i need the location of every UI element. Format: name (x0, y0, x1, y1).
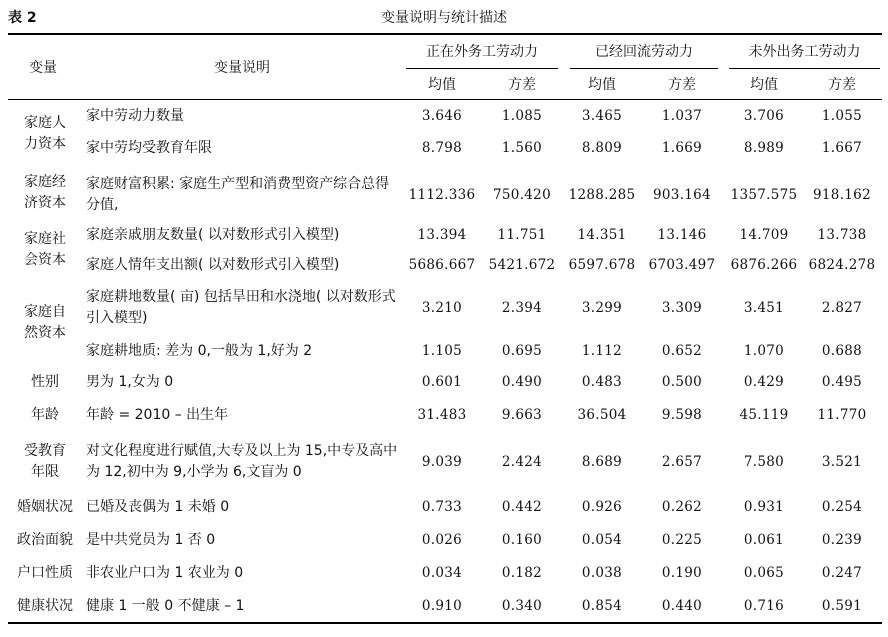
table-cell-value: 0.254 (821, 499, 863, 515)
header-rule (8, 99, 882, 100)
table-cell-value: 1.105 (421, 343, 463, 359)
table-cell-value: 1112.336 (408, 187, 476, 203)
table-cell-value: 45.119 (739, 407, 789, 423)
table-cell-value: 0.500 (661, 374, 703, 390)
table-cell-value: 3.521 (821, 454, 863, 470)
table-cell-value: 0.495 (821, 374, 863, 390)
group-rule-2 (570, 68, 718, 69)
table-cell-value: 1.037 (661, 108, 703, 124)
table-cell-value: 0.034 (421, 565, 463, 581)
table-cell-value: 3.706 (743, 108, 785, 124)
table-cell-value: 13.146 (657, 227, 707, 243)
header-stat-mean: 均值 (588, 77, 616, 93)
top-rule (8, 33, 882, 35)
table-cell-value: 0.054 (581, 532, 623, 548)
variable-group-label: 健康状况 (17, 598, 73, 614)
table-cell-value: 0.182 (501, 565, 543, 581)
table-cell-value: 0.340 (501, 598, 543, 614)
table-cell-value: 8.689 (581, 454, 623, 470)
table-cell-value: 0.854 (581, 598, 623, 614)
table-cell-value: 0.910 (421, 598, 463, 614)
table-cell-value: 0.026 (421, 532, 463, 548)
table-cell-value: 1.055 (821, 108, 863, 124)
table-cell-value: 3.451 (743, 300, 785, 316)
variable-description: 是中共党员为 1 否 0 (86, 532, 216, 548)
table-cell-value: 1.070 (743, 343, 785, 359)
variable-group-label: 年龄 (31, 407, 59, 423)
table-cell-value: 3.309 (661, 300, 703, 316)
table-cell-value: 0.931 (743, 499, 785, 515)
table-cell-value: 903.164 (653, 187, 711, 203)
table-cell-value: 3.646 (421, 108, 463, 124)
table-cell-value: 11.770 (817, 407, 867, 423)
table-cell-value: 1.560 (501, 140, 543, 156)
table-cell-value: 750.420 (493, 187, 551, 203)
header-group-working-away: 正在外务工劳动力 (426, 44, 538, 60)
table-cell-value: 9.663 (501, 407, 543, 423)
variable-group-label: 政治面貌 (17, 532, 73, 548)
header-variable: 变量 (29, 60, 57, 76)
table-cell-value: 7.580 (743, 454, 785, 470)
table-cell-value: 31.483 (417, 407, 467, 423)
variable-group-label: 家庭经济资本 (24, 174, 66, 211)
table-cell-value: 14.709 (739, 227, 789, 243)
table-cell-value: 2.827 (821, 300, 863, 316)
table-cell-value: 0.926 (581, 499, 623, 515)
table-cell-value: 0.262 (661, 499, 703, 515)
table-cell-value: 0.065 (743, 565, 785, 581)
variable-description: 家中劳动力数量 (86, 108, 184, 124)
variable-description: 家庭亲戚朋友数量( 以对数形式引入模型) (86, 227, 340, 243)
table-cell-value: 0.601 (421, 374, 463, 390)
table-cell-value: 0.490 (501, 374, 543, 390)
table-cell-value: 9.598 (661, 407, 703, 423)
table-cell-value: 0.160 (501, 532, 543, 548)
table-cell-value: 0.733 (421, 499, 463, 515)
variable-description: 男为 1,女为 0 (86, 374, 174, 390)
header-stat-variance: 方差 (508, 77, 536, 93)
table-cell-value: 8.809 (581, 140, 623, 156)
variable-description: 家庭耕地数量( 亩) 包括旱田和水浇地( 以对数形式引入模型) (86, 289, 396, 326)
table-cell-value: 8.989 (743, 140, 785, 156)
table-cell-value: 0.688 (821, 343, 863, 359)
table-cell-value: 9.039 (421, 454, 463, 470)
table-cell-value: 0.225 (661, 532, 703, 548)
table-cell-value: 6824.278 (808, 257, 876, 273)
table-cell-value: 2.424 (501, 454, 543, 470)
table-cell-value: 6876.266 (730, 257, 798, 273)
table-cell-value: 0.038 (581, 565, 623, 581)
variable-description: 已婚及丧偶为 1 未婚 0 (86, 499, 230, 515)
table-cell-value: 13.738 (817, 227, 867, 243)
table-cell-value: 6597.678 (568, 257, 636, 273)
bottom-rule (8, 622, 882, 624)
table-cell-value: 3.465 (581, 108, 623, 124)
table-cell-value: 1.669 (661, 140, 703, 156)
variable-description: 家庭财富积累: 家庭生产型和消费型资产综合总得分值, (86, 176, 390, 213)
table-cell-value: 13.394 (417, 227, 467, 243)
header-stat-mean: 均值 (750, 77, 778, 93)
variable-group-label: 婚姻状况 (17, 499, 73, 515)
table-cell-value: 0.716 (743, 598, 785, 614)
variable-description: 家庭耕地质: 差为 0,一般为 1,好为 2 (86, 343, 313, 359)
header-stat-variance: 方差 (828, 77, 856, 93)
table-caption-number: 表 2 (8, 10, 37, 26)
table-cell-value: 0.429 (743, 374, 785, 390)
header-stat-mean: 均值 (428, 77, 456, 93)
variable-group-label: 户口性质 (17, 565, 73, 581)
variable-group-label: 性别 (31, 374, 59, 390)
group-rule-3 (729, 68, 880, 69)
table-caption-title: 变量说明与统计描述 (381, 10, 507, 26)
table-cell-value: 0.440 (661, 598, 703, 614)
header-description: 变量说明 (214, 60, 270, 76)
table-cell-value: 918.162 (813, 187, 871, 203)
variable-group-label: 家庭人力资本 (24, 115, 66, 152)
table-cell-value: 1.667 (821, 140, 863, 156)
variable-description: 非农业户口为 1 农业为 0 (86, 565, 244, 581)
table-cell-value: 14.351 (577, 227, 627, 243)
variable-description: 家庭人情年支出额( 以对数形式引入模型) (86, 257, 340, 273)
variable-description: 健康 1 一般 0 不健康 – 1 (86, 598, 245, 614)
table-cell-value: 1288.285 (568, 187, 636, 203)
table-cell-value: 11.751 (497, 227, 547, 243)
table-cell-value: 0.695 (501, 343, 543, 359)
variable-description: 家中劳均受教育年限 (86, 140, 212, 156)
table-cell-value: 2.657 (661, 454, 703, 470)
table-cell-value: 0.190 (661, 565, 703, 581)
table-cell-value: 36.504 (577, 407, 627, 423)
header-stat-variance: 方差 (668, 77, 696, 93)
table-cell-value: 0.442 (501, 499, 543, 515)
table-cell-value: 0.247 (821, 565, 863, 581)
group-rule-1 (406, 68, 558, 69)
table-cell-value: 1.085 (501, 108, 543, 124)
table-cell-value: 0.591 (821, 598, 863, 614)
variable-group-label: 家庭社会资本 (24, 231, 66, 268)
table-cell-value: 0.239 (821, 532, 863, 548)
table-cell-value: 1357.575 (730, 187, 798, 203)
variable-group-label: 家庭自然资本 (24, 304, 66, 341)
header-group-not-migrated: 未外出务工劳动力 (748, 44, 861, 60)
table-cell-value: 3.299 (581, 300, 623, 316)
table-cell-value: 5421.672 (488, 257, 556, 273)
variable-description: 对文化程度进行赋值,大专及以上为 15,中专及高中为 12,初中为 9,小学为 6,文盲为 0 (86, 443, 398, 480)
table-cell-value: 5686.667 (408, 257, 476, 273)
table-cell-value: 0.652 (661, 343, 703, 359)
table-cell-value: 2.394 (501, 300, 543, 316)
variable-description: 年龄 = 2010 – 出生年 (86, 407, 229, 423)
table-cell-value: 3.210 (421, 300, 463, 316)
variable-group-label: 受教育年限 (24, 443, 66, 480)
table-cell-value: 0.061 (743, 532, 785, 548)
header-group-returned: 已经回流劳动力 (595, 44, 693, 60)
table-cell-value: 8.798 (421, 140, 463, 156)
table-cell-value: 6703.497 (648, 257, 716, 273)
table-cell-value: 0.483 (581, 374, 623, 390)
table-cell-value: 1.112 (581, 343, 623, 359)
